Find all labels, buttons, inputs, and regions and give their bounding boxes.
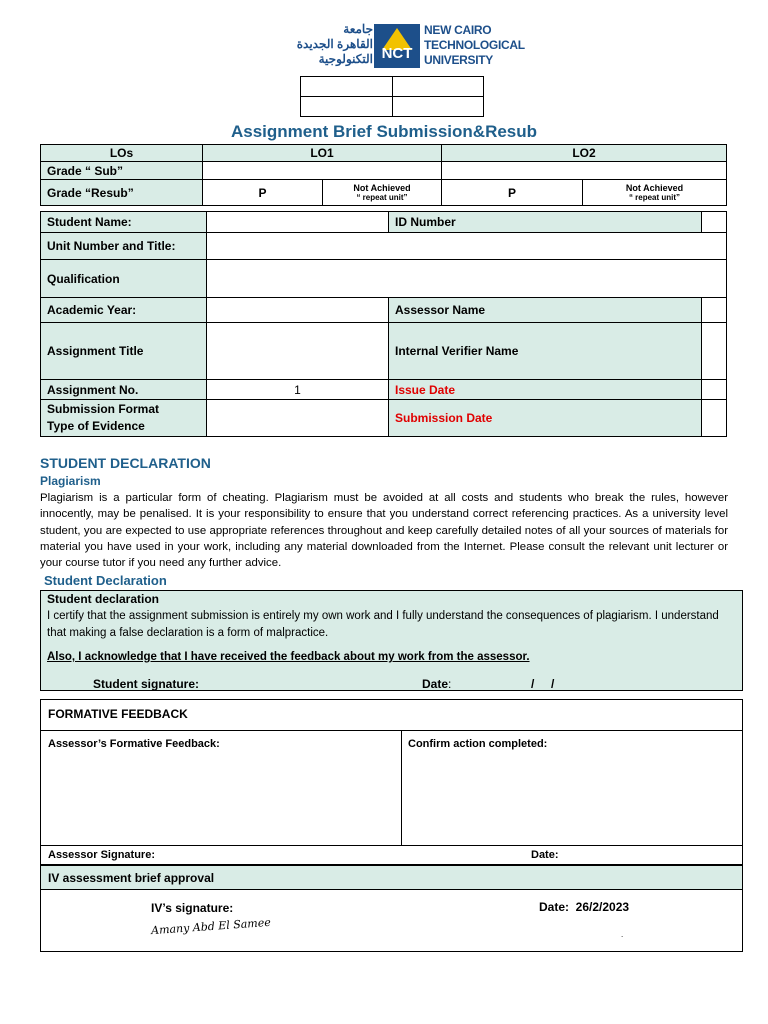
english-line-1: NEW CAIRO <box>424 23 492 37</box>
unit-title-value <box>207 233 727 260</box>
iv-dot: . <box>621 930 624 939</box>
id-number-label <box>389 212 702 233</box>
student-name-label: Student Name: <box>41 212 207 233</box>
grade-resub-lo2-p: P <box>442 180 583 206</box>
id-number-value <box>702 212 727 233</box>
submission-format-text: Submission Format <box>47 402 160 416</box>
english-line-2: TECHNOLOGICAL <box>424 38 525 52</box>
assessor-name-value <box>702 298 727 323</box>
logo-mark-icon <box>374 24 420 68</box>
repeat-unit-label: “ repeat unit” <box>628 192 681 202</box>
student-date-label <box>422 677 451 691</box>
assignment-no-value: 1 <box>207 380 389 400</box>
grade-resub-lo1-p: P <box>203 180 323 206</box>
plagiarism-text: Plagiarism is a particular form of cheating. Plagiarism must be avoided at all costs and students who break the rules, however innocently, may be penalised. It is your responsibility to ensure that you understand correct referencing practices. As a university level student, you are expected to use appropriate references throughout and keep carefully detailed notes of all your sources of materials for material you have used in your work, including any material downloaded from the Internet. Please consult the relevant unit lecturer or your course tutor if you need any further advice. <box>40 492 728 570</box>
lo2-header: LO2 <box>442 145 727 162</box>
iv-handwritten-signature: Amany Abd El Samee <box>150 915 272 938</box>
confirm-action-label: Confirm action completed: <box>408 738 548 750</box>
grades-table <box>40 144 727 206</box>
student-name-value <box>207 212 389 233</box>
iv-approval-header <box>40 865 743 890</box>
arabic-name <box>278 22 373 67</box>
declaration-box-title: Student declaration <box>47 592 160 606</box>
declaration-box-text: I certify that the assignment submission is entirely my own work and I fully understand the consequences of plagiarism. I understand that making a false declaration is a form of malpractice. <box>47 610 719 639</box>
student-signature-label: Student signature: <box>93 677 200 691</box>
not-achieved-label: Not Achieved <box>353 182 411 193</box>
declaration-box <box>40 590 743 691</box>
iv-date-label: Date: 26/2/2023 <box>539 900 630 914</box>
submission-format-label <box>41 400 207 437</box>
internal-verifier-value <box>702 323 727 380</box>
header-box-cell <box>392 97 484 117</box>
qualification-label: Qualification <box>41 260 207 298</box>
repeat-unit-label: “ repeat unit” <box>356 192 408 202</box>
grade-resub-lo2-not-achieved <box>583 180 727 206</box>
academic-year-value <box>207 298 389 323</box>
student-declaration-subheading: Student Declaration <box>44 573 167 588</box>
assessor-name-label: Assessor Name <box>389 298 702 323</box>
iv-signature-label: IV’s signature: <box>151 901 234 915</box>
divider <box>401 730 402 845</box>
submission-date-value <box>702 400 727 437</box>
arabic-line-2: القاهرة الجديدة <box>296 37 373 51</box>
grade-resub-lo1-not-achieved <box>323 180 442 206</box>
issue-date-value <box>702 380 727 400</box>
grade-resub-label: Grade “Resub” <box>41 180 203 206</box>
not-achieved-label: Not Achieved <box>625 182 684 193</box>
student-date-slashes: / / <box>531 677 555 691</box>
student-date-colon: : <box>448 677 452 691</box>
academic-year-label: Academic Year: <box>41 298 207 323</box>
student-date-text: Date <box>422 677 449 691</box>
english-line-3: UNIVERSITY <box>424 53 494 67</box>
divider <box>41 845 742 846</box>
submission-date-label: Submission Date <box>389 400 702 437</box>
student-declaration-heading: STUDENT DECLARATION <box>40 455 211 471</box>
iv-approval-box <box>40 889 743 952</box>
formative-feedback-box <box>40 699 743 865</box>
formative-feedback-heading: FORMATIVE FEEDBACK <box>48 707 188 721</box>
los-label: LOs <box>41 145 203 162</box>
grade-sub-label: Grade “ Sub” <box>41 162 203 180</box>
university-logo <box>278 22 525 72</box>
arabic-line-3: التكنولوجية <box>318 52 373 66</box>
grade-sub-lo2 <box>442 162 727 180</box>
grade-sub-lo1 <box>203 162 442 180</box>
english-name <box>424 23 525 68</box>
assignment-title-label: Assignment Title <box>41 323 207 380</box>
header-box-cell <box>392 77 484 97</box>
assignment-title-value <box>207 323 389 380</box>
submission-format-value <box>207 400 389 437</box>
divider <box>41 730 742 731</box>
id-number-text: ID Number <box>395 215 456 229</box>
header-box <box>300 76 484 117</box>
internal-verifier-label: Internal Verifier Name <box>389 323 702 380</box>
assessor-signature-label: Assessor Signature: <box>48 849 155 861</box>
page-title: Assignment Brief Submission&Resub <box>230 122 538 141</box>
header-box-cell <box>301 77 393 97</box>
unit-title-label: Unit Number and Title: <box>41 233 207 260</box>
acknowledge-text: Also, I acknowledge that I have received the feedback about my work from the assessor. <box>47 651 530 663</box>
iv-approval-heading: IV assessment brief approval <box>48 871 215 885</box>
assessor-feedback-label: Assessor’s Formative Feedback: <box>48 738 220 750</box>
lo1-header: LO1 <box>203 145 442 162</box>
logo-letters: NCT <box>381 45 413 62</box>
student-info-table <box>40 211 727 437</box>
arabic-line-1: جامعة <box>343 22 373 36</box>
issue-date-label: Issue Date <box>389 380 702 400</box>
assessor-date-label: Date: <box>531 849 559 861</box>
assignment-no-label: Assignment No. <box>41 380 207 400</box>
plagiarism-heading: Plagiarism <box>40 474 101 488</box>
qualification-value <box>207 260 727 298</box>
type-of-evidence-text: Type of Evidence <box>47 419 145 433</box>
header-box-cell <box>301 97 393 117</box>
